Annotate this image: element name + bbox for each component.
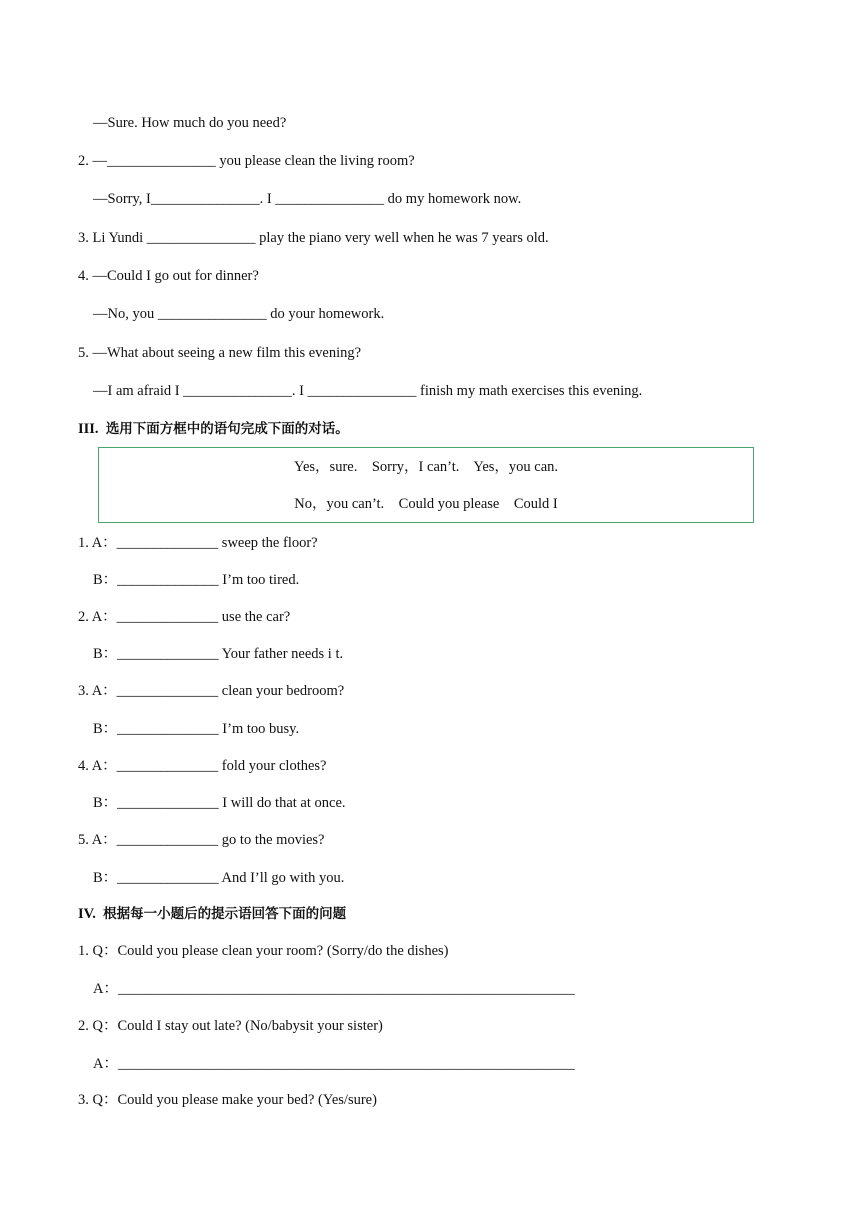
dialog-4-b: B：______________ I will do that at once. [93, 795, 346, 811]
dialog-1-b: B：______________ I’m too tired. [93, 572, 300, 588]
section-3-heading [78, 420, 349, 438]
q5-answer-line: —I am afraid I _______________. I _______________ finish my math exercises this evening. [93, 383, 643, 399]
section-4-instruction: 根据每一小题后的提示语回答下面的问题 [103, 906, 347, 922]
section-3-instruction: 选用下面方框中的语句完成下面的对话。 [105, 421, 349, 437]
dialog-5-b: B：______________ And I’ll go with you. [93, 870, 345, 886]
q3-sentence: 3. Li Yundi _______________ play the piano very well when he was 7 years old. [78, 230, 549, 246]
question-2: 2. Q：Could I stay out late? (No/babysit your sister) [78, 1018, 383, 1034]
section-4-heading [78, 905, 346, 923]
section-4-number: IV. [78, 906, 96, 922]
word-bank-row-2: No，you can’t. Could you please Could I [294, 496, 558, 512]
word-bank-row-1: Yes，sure. Sorry，I can’t. Yes，you can. [293, 459, 559, 475]
q4-question: 4. —Could I go out for dinner? [78, 268, 259, 284]
dialog-1-a: 1. A：______________ sweep the floor? [78, 535, 318, 551]
dialog-3-b: B：______________ I’m too busy. [93, 721, 300, 737]
answer-2-line: A：_______________________________________________________________ [93, 1056, 575, 1072]
question-3: 3. Q：Could you please make your bed? (Yes/sure) [78, 1092, 377, 1108]
dialog-2-b: B：______________ Your father needs i t. [93, 646, 344, 662]
question-1: 1. Q：Could you please clean your room? (Sorry/do the dishes) [78, 943, 449, 959]
q1-answer-line: —Sure. How much do you need? [93, 115, 287, 131]
dialog-3-a: 3. A：______________ clean your bedroom? [78, 683, 345, 699]
section-3-number: III. [78, 421, 99, 437]
dialog-2-a: 2. A：______________ use the car? [78, 609, 291, 625]
q4-answer-line: —No, you _______________ do your homework. [93, 306, 385, 322]
q2-answer-line: —Sorry, I_______________. I _______________ do my homework now. [93, 191, 522, 207]
dialog-5-a: 5. A：______________ go to the movies? [78, 832, 325, 848]
answer-1-line: A：_______________________________________________________________ [93, 981, 575, 997]
q2-question: 2. —_______________ you please clean the living room? [78, 153, 415, 169]
word-bank-box [98, 447, 754, 523]
q5-question: 5. —What about seeing a new film this evening? [78, 345, 362, 361]
dialog-4-a: 4. A：______________ fold your clothes? [78, 758, 327, 774]
